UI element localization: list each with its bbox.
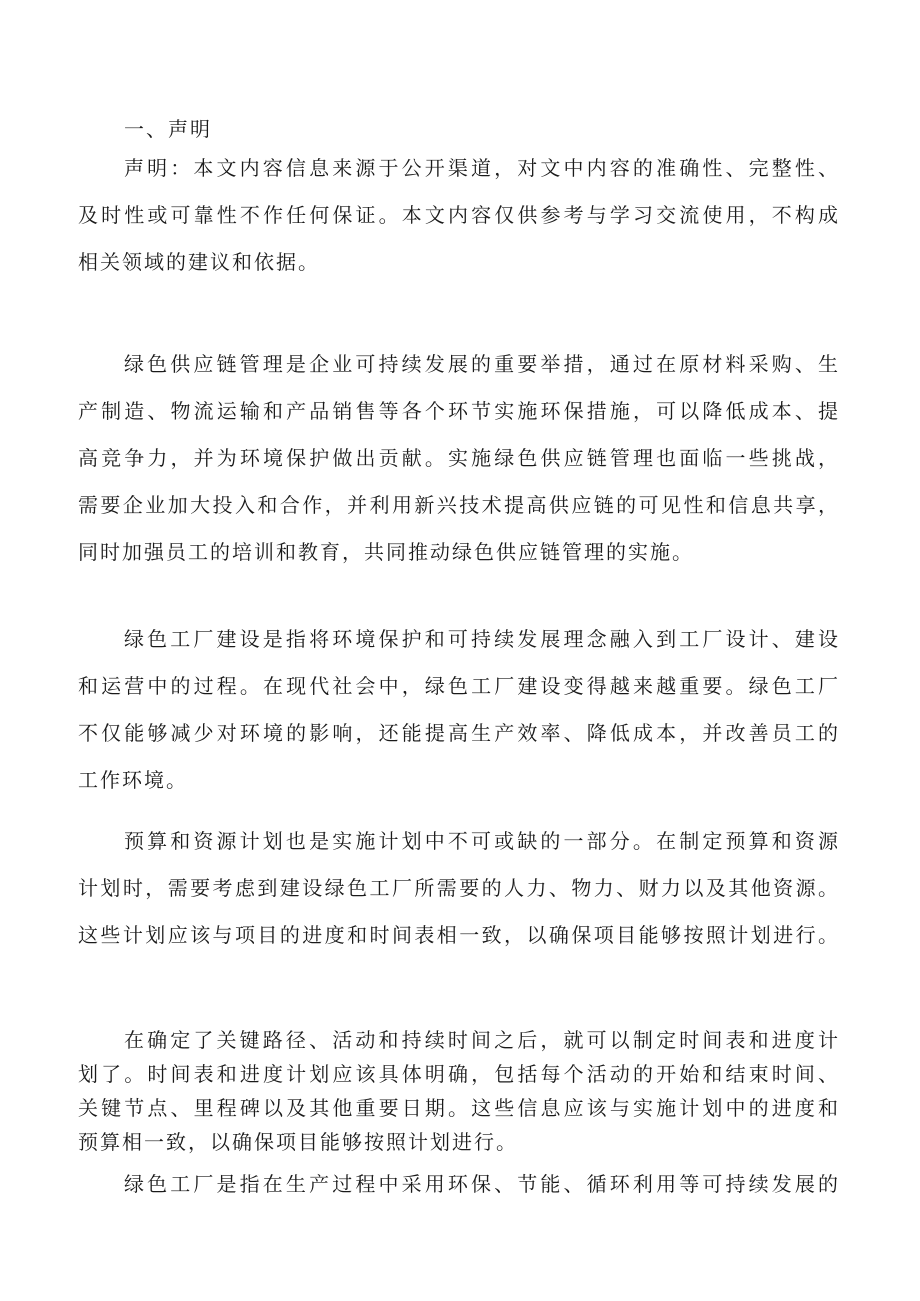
paragraph-line: 需要企业加大投入和合作，并利用新兴技术提高供应链的可见性和信息共享，	[78, 493, 840, 517]
paragraph-budget	[78, 818, 840, 959]
paragraph-line: 绿色供应链管理是企业可持续发展的重要举措，通过在原材料采购、生	[124, 352, 840, 376]
paragraph-line: 相关领域的建议和依据。	[78, 250, 320, 274]
paragraph-line: 这些计划应该与项目的进度和时间表相一致，以确保项目能够按照计划进行。	[78, 923, 840, 947]
paragraph-factory-construction	[78, 616, 840, 804]
paragraph-line: 划了。时间表和进度计划应该具体明确，包括每个活动的开始和结束时间、	[78, 1062, 840, 1086]
paragraph-green-factory	[78, 1161, 840, 1208]
paragraph-statement	[78, 145, 840, 286]
paragraph-line: 预算相一致，以确保项目能够按照计划进行。	[78, 1130, 518, 1154]
paragraph-line: 绿色工厂建设是指将环境保护和可持续发展理念融入到工厂设计、建设	[124, 627, 840, 651]
paragraph-line: 同时加强员工的培训和教育，共同推动绿色供应链管理的实施。	[78, 540, 694, 564]
paragraph-line: 在确定了关键路径、活动和持续时间之后，就可以制定时间表和进度计	[124, 1028, 840, 1052]
paragraph-supply-chain	[78, 341, 840, 576]
paragraph-line: 和运营中的过程。在现代社会中，绿色工厂建设变得越来越重要。绿色工厂	[78, 674, 840, 698]
paragraph-line: 计划时，需要考虑到建设绿色工厂所需要的人力、物力、财力以及其他资源。	[78, 876, 840, 900]
paragraph-line: 产制造、物流运输和产品销售等各个环节实施环保措施，可以降低成本、提	[78, 399, 840, 423]
paragraph-line: 高竞争力，并为环境保护做出贡献。实施绿色供应链管理也面临一些挑战，	[78, 446, 840, 470]
paragraph-line: 及时性或可靠性不作任何保证。本文内容仅供参考与学习交流使用，不构成	[78, 203, 840, 227]
paragraph-line: 不仅能够减少对环境的影响，还能提高生产效率、降低成本，并改善员工的	[78, 721, 840, 745]
paragraph-line: 工作环境。	[78, 768, 188, 792]
paragraph-line: 关键节点、里程碑以及其他重要日期。这些信息应该与实施计划中的进度和	[78, 1096, 840, 1120]
paragraph-line: 预算和资源计划也是实施计划中不可或缺的一部分。在制定预算和资源	[124, 829, 840, 853]
paragraph-line: 声明：本文内容信息来源于公开渠道，对文中内容的准确性、完整性、	[124, 156, 840, 180]
paragraph-schedule	[78, 1023, 840, 1159]
paragraph-line: 绿色工厂是指在生产过程中采用环保、节能、循环利用等可持续发展的	[124, 1172, 840, 1196]
heading-text: 一、声明	[124, 117, 212, 141]
